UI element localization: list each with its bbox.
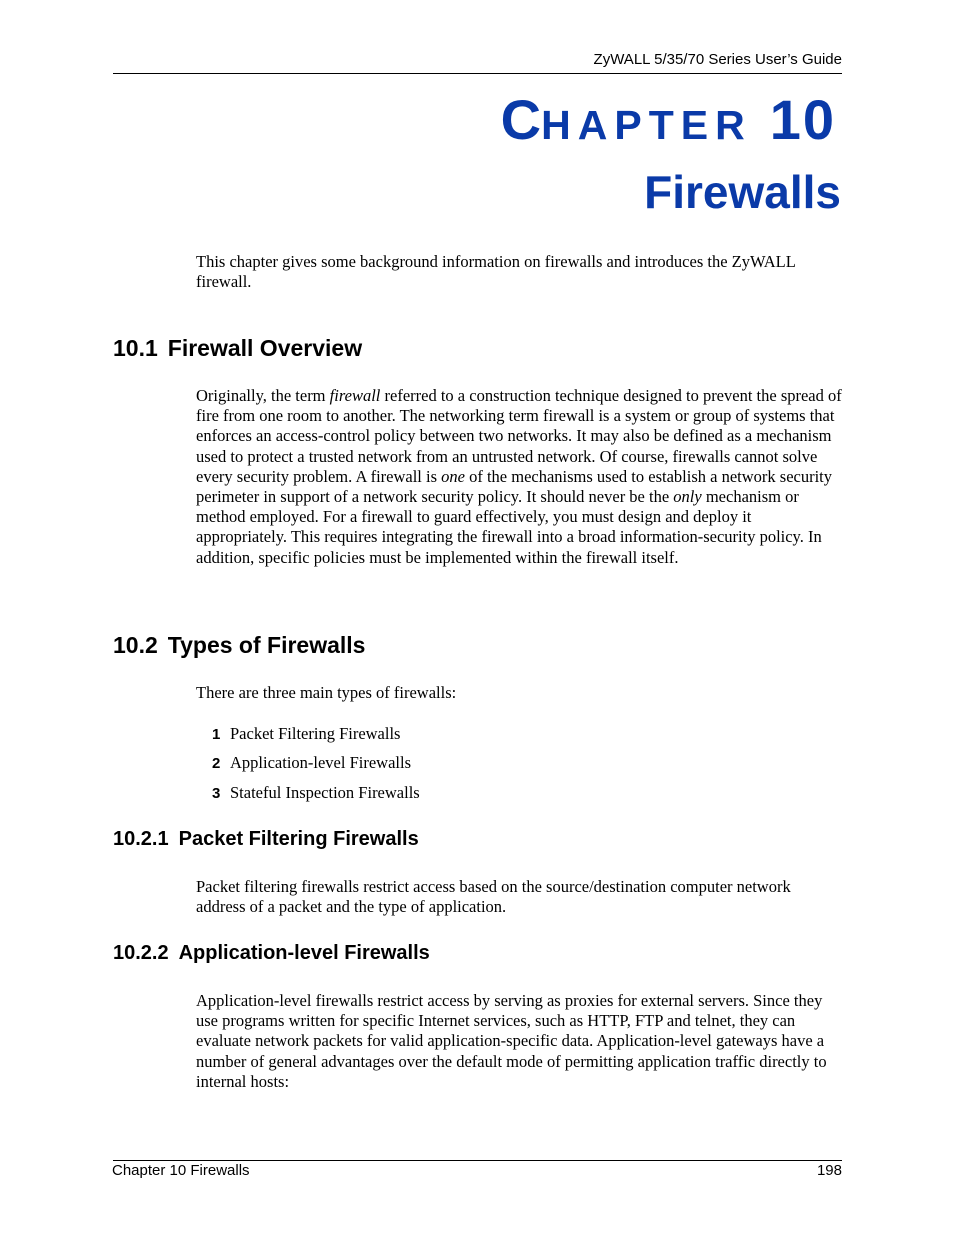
section-title: Application-level Firewalls [178,942,430,964]
application-level-paragraph: Application-level firewalls restrict access by serving as proxies for external servers. Since they use programs written for specific Internet services, such as HTTP, FTP and telnet, they can evaluate network packets for valid application-specific data. Application-level gateways have a number of general advantages over the default mode of permitting application traffic directly to internal hosts: [196,991,827,1091]
section-title: Packet Filtering Firewalls [178,828,419,850]
list-item-number: 3 [212,785,221,802]
footer-page-number: 198 [816,1162,842,1179]
header-rule [113,73,842,74]
section-number: 10.2.1 [113,828,169,850]
emphasis-only: only [673,487,702,507]
emphasis-firewall: firewall [329,386,381,405]
footer-chapter-label: Chapter 10 Firewalls [112,1162,250,1179]
section-heading-10-2-1 [113,828,419,851]
emphasis-one: one [441,466,465,486]
list-item-text: Packet Filtering Firewalls [230,724,401,743]
list-item-number: 2 [212,755,221,772]
section-heading-10-2-2 [113,942,430,965]
section-heading-10-2 [113,632,365,659]
list-item-text: Application-level Firewalls [230,753,411,772]
section-number: 10.2.2 [113,942,169,964]
list-item [212,724,400,744]
overview-text-b: referred to a construction technique designed to prevent the spread of fire from one room to another. The networking term firewall is a system or group of systems that enforces an access-control policy between two networks. It may also be defined as a mechanism used to protect a trusted network from an untrusted network. Of course, firewalls cannot solve every security problem. A firewall is [196,386,842,486]
list-item-text: Stateful Inspection Firewalls [230,783,420,802]
firewall-overview-paragraph [196,386,842,568]
chapter-title: Firewalls [644,166,841,218]
chapter-label-rest: HAPTER [541,102,752,148]
chapter-label-initial: C [500,88,542,151]
footer-rule [113,1160,842,1161]
intro-paragraph: This chapter gives some background information on firewalls and introduces the ZyWALL firewall. [196,252,796,292]
section-number: 10.1 [113,335,158,361]
list-item [212,753,411,773]
section-number: 10.2 [113,632,158,658]
packet-filtering-paragraph: Packet filtering firewalls restrict access based on the source/destination computer network address of a packet and the type of application. [196,877,791,917]
section-title: Firewall Overview [167,335,363,361]
chapter-number: 10 [769,88,836,151]
overview-text-d: mechanism or method employed. For a firewall to guard effectively, you must design and deploy it appropriately. This requires integrating the firewall into a broad information-security policy. In addition, specific policies must be implemented within the firewall itself. [196,487,822,567]
overview-text-a: Originally, the term [196,386,330,405]
types-intro-paragraph: There are three main types of firewalls: [196,683,457,702]
chapter-label [500,88,836,151]
list-item [212,783,420,803]
section-title: Types of Firewalls [167,632,366,658]
overview-text-c: of the mechanisms used to establish a network security perimeter in support of a network security policy. It should never be the [196,466,833,507]
section-heading-10-1 [113,335,362,362]
list-item-number: 1 [212,726,221,743]
running-header-title: ZyWALL 5/35/70 Series User’s Guide [593,51,842,68]
